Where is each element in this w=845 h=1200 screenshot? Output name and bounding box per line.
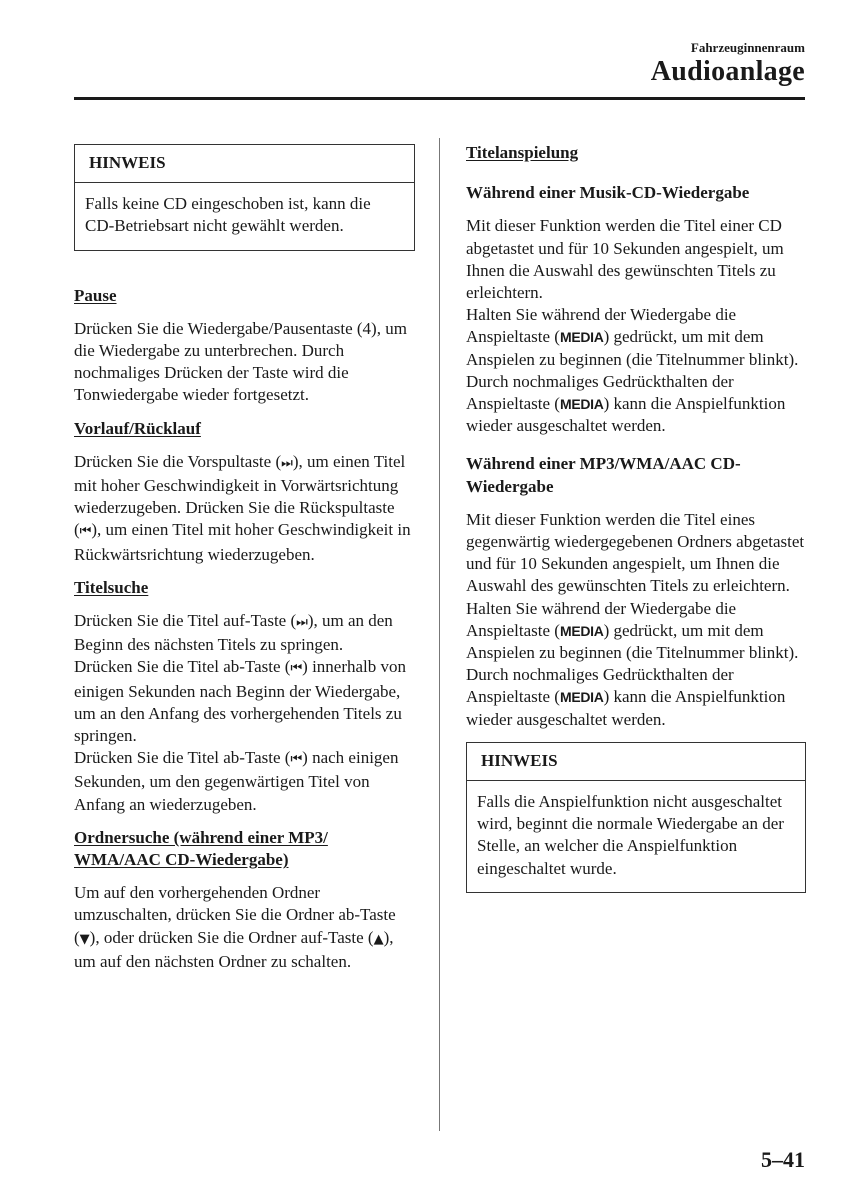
note-title: HINWEIS [467,743,805,781]
titelsuche-text-part: Drücken Sie die Titel ab-Taste ( [74,748,291,768]
media-button-icon: MEDIA [559,396,604,413]
mp3-text-part: Mit dieser Funktion werden die Titel eines gegenwärtig wiedergegebenen Ordners abgetastet und für 10 Sekunden angespielt, um Ihnen die Auswahl des gewünschten Titels zu erleichtern. Halten Sie während der Wiedergabe die Anspieltaste ( [466,509,805,640]
rewind-icon: ⏮ [79,524,92,540]
heading-vorlauf-ruecklauf: Vorlauf/Rücklauf [74,418,201,438]
mp3-text-2 [466,664,806,731]
header-rule [74,97,805,100]
musik-text-part: ) gedrückt, um mit dem Anspielen zu beginnen (die Titelnummer blinkt). Durch nochmaliges Gedrückthalten der Anspieltaste ( [466,327,799,414]
titelsuche-text-2 [74,656,415,747]
note-text: Falls keine CD eingeschoben ist, kann die CD-Betriebsart nicht gewählt werden. [85,194,371,236]
track-down-icon: ⏮ [290,752,303,768]
folder-down-icon: ▼ [79,931,90,947]
titelsuche-text-part: Drücken Sie die Titel auf-Taste ( [74,611,297,631]
ordnersuche-text-part: ), um auf den nächsten Ordner zu schalten. [74,927,394,971]
mp3-text-part: ) kann die Anspielfunktion wieder ausgeschaltet werden. [466,687,786,729]
folder-up-icon: ▲ [373,931,384,947]
titelsuche-text-part: ), um an den Beginn des nächsten Titels zu springen. [74,611,393,655]
titelsuche-text-part: ) nach einigen Sekunden, um den gegenwärtigen Titel von Anfang an wiederzugeben. [74,748,399,814]
note-box-cd [74,144,415,251]
heading-ordnersuche: Ordnersuche (während einer MP3/ WMA/AAC CD-Wiedergabe) [74,827,328,870]
note-box-anspiel [466,742,806,893]
right-column [466,142,806,893]
ordnersuche-text-part: ), oder drücken Sie die Ordner auf-Taste ( [89,927,374,947]
mp3-text-part: ) gedrückt, um mit dem Anspielen zu beginnen (die Titelnummer blinkt). [466,620,799,663]
media-button-icon: MEDIA [559,329,604,346]
mp3-text-part: Durch nochmaliges Gedrückthalten der Anspieltaste ( [466,665,734,707]
titelsuche-text-part: Drücken Sie die Titel ab-Taste ( [74,657,291,677]
page-title: Audioanlage [650,56,805,87]
pause-text: Drücken Sie die Wiedergabe/Pausentaste (4), um die Wiedergabe zu unterbrechen. Durch nochmaliges Drücken der Taste wird die Tonwiedergabe wieder fortgesetzt. [74,318,407,405]
musik-text-2 [466,304,806,437]
vorlauf-text-part: ), um einen Titel mit hoher Geschwindigkeit in Vorwärtsrichtung wiederzugeben. Drücken Sie die Rückspultaste ( [74,451,406,540]
media-button-icon: MEDIA [559,689,604,706]
ordnersuche-text-part: Um auf den vorhergehenden Ordner umzuschalten, drücken Sie die Ordner ab-Taste ( [74,883,396,947]
musik-text-part: ) kann die Anspielfunktion wieder ausgeschaltet werden. [466,394,786,436]
musik-text-1: Mit dieser Funktion werden die Titel einer CD abgetastet und für 10 Sekunden angespielt, um Ihnen die Auswahl des gewünschten Titels zu erleichtern. [466,216,784,303]
heading-pause: Pause [74,285,117,305]
page-number: 5–41 [761,1147,805,1172]
musik-text-part: Halten Sie während der Wiedergabe die Anspieltaste ( [466,305,737,347]
vorlauf-text-part: Drücken Sie die Vorspultaste ( [74,451,282,471]
note-text: Falls die Anspielfunktion nicht ausgeschaltet wird, beginnt die normale Wiedergabe an der Stelle, an welcher die Anspielfunktion eingeschaltet wurde. [477,792,784,878]
subheading-mp3-cd: Während einer MP3/WMA/AAC CD-Wiedergabe [466,454,741,496]
titelsuche-text-3 [74,747,415,816]
heading-titelanspielung: Titelanspielung [466,143,579,162]
track-up-icon: ⏭ [296,615,308,631]
subheading-musik-cd: Während einer Musik-CD-Wiedergabe [466,183,750,203]
mp3-text-1 [466,509,806,664]
vorlauf-text-part: ), um einen Titel mit hoher Geschwindigkeit in Rückwärtsrichtung wiederzugeben. [74,520,411,564]
titelsuche-text-part: ) innerhalb von einigen Sekunden nach Beginn der Wiedergabe, um an den Anfang des vorhergehenden Titels zu springen. [74,657,407,746]
heading-titelsuche: Titelsuche [74,577,149,597]
note-title: HINWEIS [75,145,414,183]
fast-forward-icon: ⏭ [281,455,293,471]
vorlauf-text [74,451,415,566]
media-button-icon: MEDIA [559,622,604,639]
ordnersuche-text [74,882,415,973]
titelsuche-text-1 [74,610,415,656]
column-divider [439,138,440,1131]
section-label: Fahrzeuginnenraum [690,40,805,55]
left-column [74,144,415,973]
track-down-icon: ⏮ [290,661,303,677]
